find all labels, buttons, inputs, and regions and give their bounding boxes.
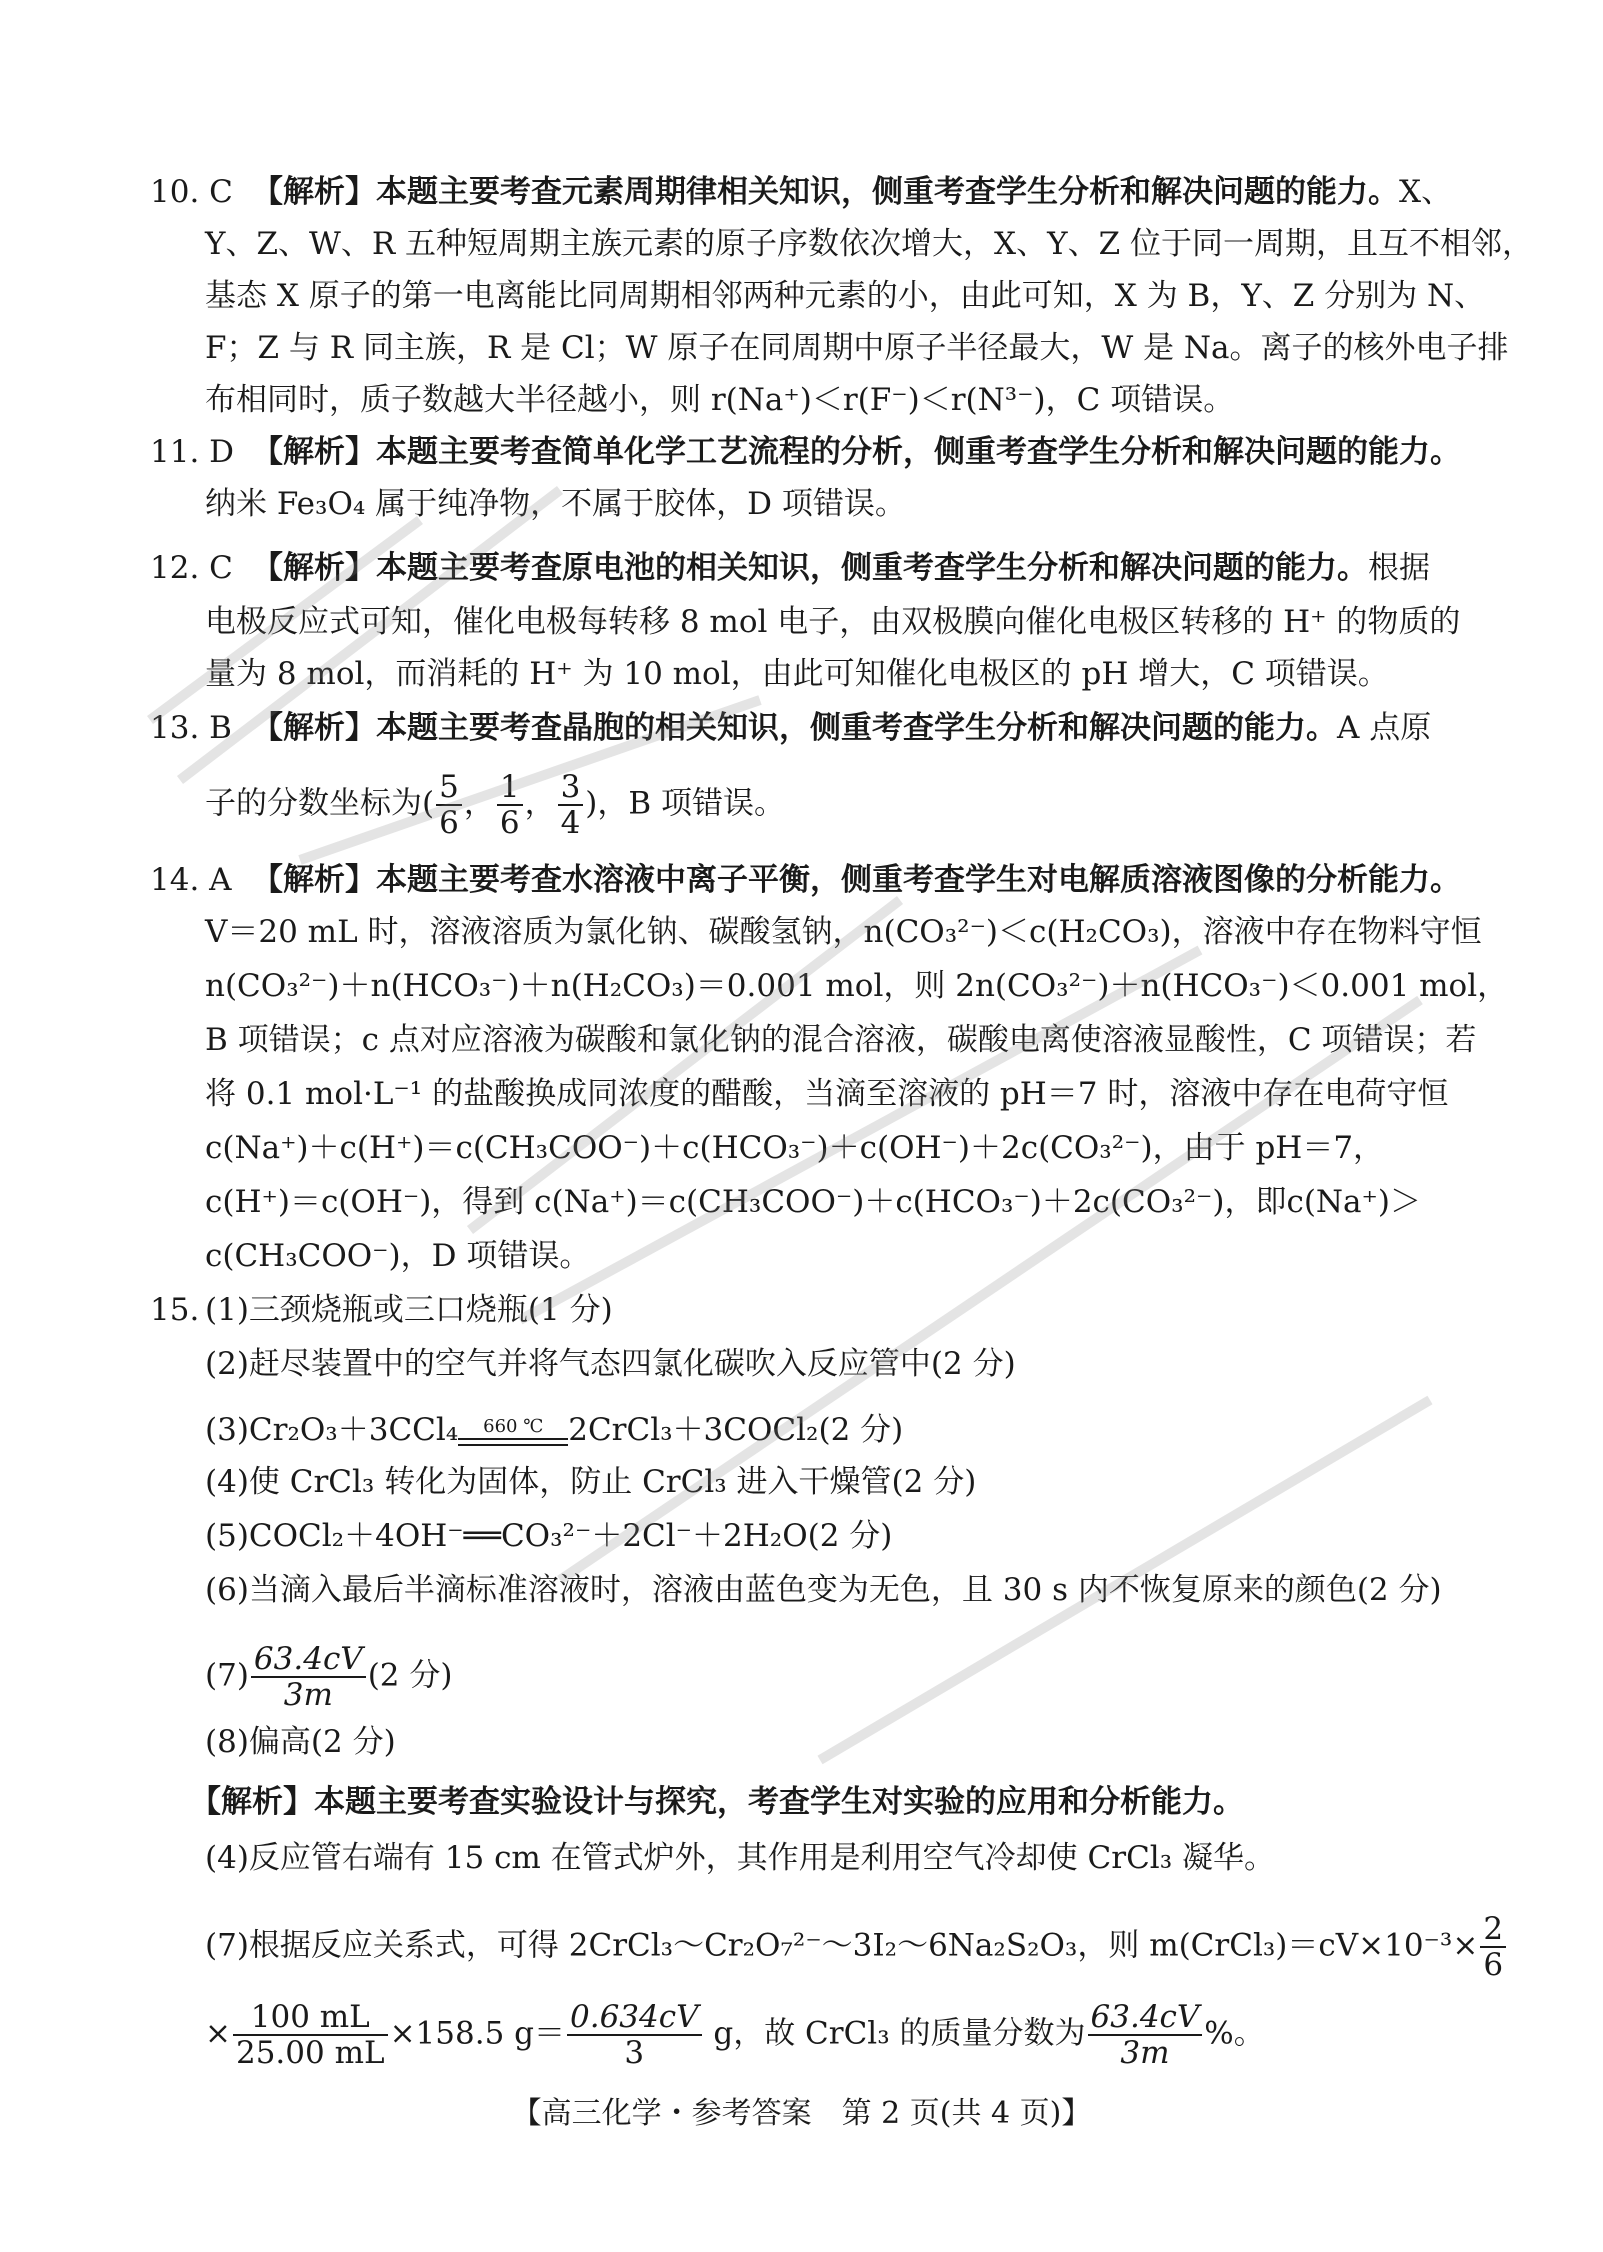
q10-line-4: F；Z 与 R 同主族，R 是 Cl；W 原子在同周期中原子半径最大，W 是 Na。离子的核外电子排 (205, 330, 1509, 366)
q14-line-8: c(CH₃COO⁻)，D 项错误。 (205, 1238, 591, 1274)
q10-line-5: 布相同时，质子数越大半径越小，则 r(Na⁺)＜r(F⁻)＜r(N³⁻)，C 项错误。 (205, 382, 1235, 418)
fraction-5-6: $\frac{5}{6}$ (436, 770, 462, 840)
q15-answer-4: (4)使 CrCl₃ 转化为固体，防止 CrCl₃ 进入干燥管(2 分) (205, 1464, 977, 1500)
q13-number: 13. B (150, 710, 232, 746)
q15-answer-7: (7) $\frac{63.4cV}{3m}$ (2 分) (205, 1641, 453, 1714)
q12-number: 12. C (150, 550, 233, 586)
q15-answer-3: (3)Cr₂O₃＋3CCl₄ 660 ℃ 2CrCl₃＋3COCl₂(2 分) (205, 1412, 904, 1448)
q14-line-7: c(H⁺)＝c(OH⁻)，得到 c(Na⁺)＝c(CH₃COO⁻)＋c(HCO₃⁻)＋2c(CO₃²⁻)，即c(Na⁺)＞ (205, 1184, 1421, 1220)
q12-line-3: 量为 8 mol，而消耗的 H⁺ 为 10 mol，由此可知催化电极区的 pH 增大，C 项错误。 (205, 656, 1389, 692)
q14-line-3: n(CO₃²⁻)＋n(HCO₃⁻)＋n(H₂CO₃)＝0.001 mol，则 2n(CO₃²⁻)＋n(HCO₃⁻)＜0.001 mol， (205, 968, 1509, 1004)
fraction-3-4: $\frac{3}{4}$ (558, 770, 584, 840)
q10-line-2: Y、Z、W、R 五种短周期主族元素的原子序数依次增大，X、Y、Z 位于同一周期，且互不相邻， (205, 226, 1533, 262)
q15-answer-8: (8)偏高(2 分) (205, 1724, 396, 1760)
q10-line-3: 基态 X 原子的第一电离能比同周期相邻两种元素的小，由此可知，X 为 B，Y、Z 分别为 N、 (205, 278, 1486, 314)
q15-analysis-7-line-1: (7)根据反应关系式，可得 2CrCl₃～Cr₂O₇²⁻～3I₂～6Na₂S₂O₃，则 m(CrCl₃)＝cV×10⁻³× $\frac{2}{6}$ (205, 1912, 1508, 1982)
q12-line-2: 电极反应式可知，催化电极每转移 8 mol 电子，由双极膜向催化电极区转移的 H⁺ 的物质的 (205, 604, 1461, 640)
q15-answer-1: (1)三颈烧瓶或三口烧瓶(1 分) (205, 1292, 613, 1328)
fraction-volume-ratio: $\frac{100 mL}{25.00 mL}$ (233, 2000, 388, 2070)
fraction-mass: $\frac{0.634cV}{3}$ (567, 2000, 702, 2070)
q11-line-2: 纳米 Fe₃O₄ 属于纯净物，不属于胶体，D 项错误。 (205, 486, 906, 522)
reaction-condition: 660 ℃ (458, 1418, 568, 1446)
fraction-2-6: $\frac{2}{6}$ (1480, 1912, 1506, 1982)
q13-line-2: 子的分数坐标为( $\frac{5}{6}$ ， $\frac{1}{6}$ ， $\frac{3}{4}$ )，B 项错误。 (205, 769, 786, 842)
q14-line-1: 【解析】本题主要考查水溶液中离子平衡，侧重考查学生对电解质溶液图像的分析能力。 (252, 862, 1461, 898)
q14-line-5: 将 0.1 mol·L⁻¹ 的盐酸换成同浓度的醋酸，当滴至溶液的 pH＝7 时，溶液中存在电荷守恒 (205, 1076, 1449, 1112)
q11-number: 11. D (150, 434, 235, 470)
q15-number: 15. (150, 1292, 200, 1328)
q12-line-1: 【解析】本题主要考查原电池的相关知识，侧重考查学生分析和解决问题的能力。根据 (252, 550, 1430, 586)
q15-analysis-head: 【解析】本题主要考查实验设计与探究，考查学生对实验的应用和分析能力。 (190, 1784, 1244, 1820)
q15-answer-2: (2)赶尽装置中的空气并将气态四氯化碳吹入反应管中(2 分) (205, 1346, 1016, 1382)
q14-line-2: V＝20 mL 时，溶液溶质为氯化钠、碳酸氢钠，n(CO₃²⁻)＜c(H₂CO₃)，溶液中存在物料守恒 (205, 914, 1482, 950)
fraction-answer-7: $\frac{63.4cV}{3m}$ (251, 1642, 366, 1712)
q15-analysis-7-line-2: × $\frac{100 mL}{25.00 mL}$ ×158.5 g＝ $\frac{0.634cV}{3}$ g，故 CrCl₃ 的质量分数为 $\frac{63.4cV}{3m}$ %。 (205, 1999, 1265, 2072)
q13-line-1: 【解析】本题主要考查晶胞的相关知识，侧重考查学生分析和解决问题的能力。A 点原 (252, 710, 1432, 746)
q14-line-4: B 项错误；c 点对应溶液为碳酸和氯化钠的混合溶液，碳酸电离使溶液显酸性，C 项错误；若 (205, 1022, 1477, 1058)
fraction-percent: $\frac{63.4cV}{3m}$ (1088, 2000, 1203, 2070)
q14-line-6: c(Na⁺)＋c(H⁺)＝c(CH₃COO⁻)＋c(HCO₃⁻)＋c(OH⁻)＋2c(CO₃²⁻)，由于 pH＝7， (205, 1130, 1385, 1166)
q10-number: 10. C (150, 174, 233, 210)
fraction-1-6: $\frac{1}{6}$ (497, 770, 523, 840)
page-footer: 【高三化学・参考答案 第 2 页(共 4 页)】 (511, 2096, 1092, 2131)
q10-line-1: 【解析】本题主要考查元素周期律相关知识，侧重考查学生分析和解决问题的能力。X、 (252, 174, 1453, 210)
q11-line-1: 【解析】本题主要考查简单化学工艺流程的分析，侧重考查学生分析和解决问题的能力。 (252, 434, 1461, 470)
q14-number: 14. A (150, 862, 232, 898)
q15-analysis-4: (4)反应管右端有 15 cm 在管式炉外，其作用是利用空气冷却使 CrCl₃ 凝华。 (205, 1840, 1275, 1876)
q15-answer-5: (5)COCl₂＋4OH⁻══CO₃²⁻＋2Cl⁻＋2H₂O(2 分) (205, 1518, 893, 1554)
q15-answer-6: (6)当滴入最后半滴标准溶液时，溶液由蓝色变为无色，且 30 s 内不恢复原来的颜色(2 分) (205, 1572, 1442, 1608)
